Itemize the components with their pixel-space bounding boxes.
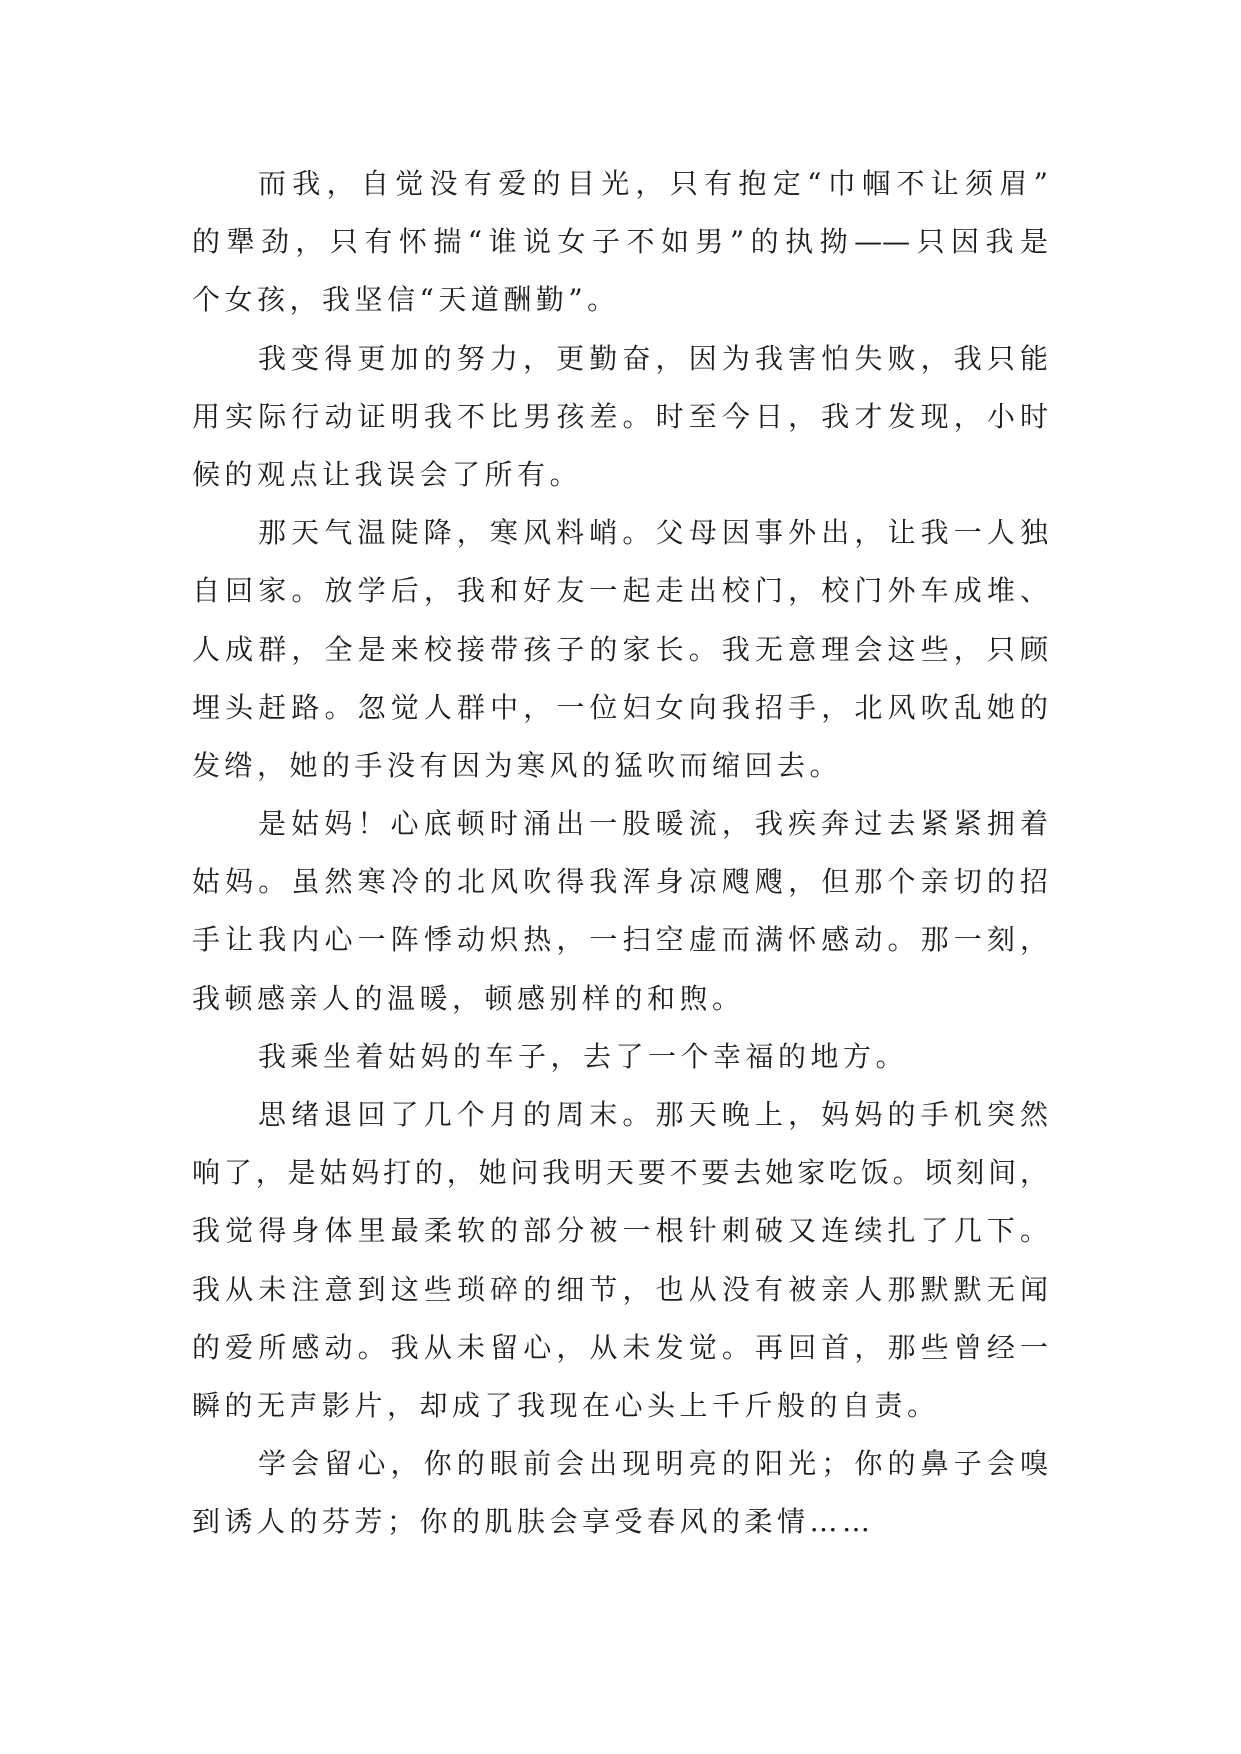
text-line: 学会留心，你的眼前会出现明亮的阳光；你的鼻子会嗅 <box>258 1447 1048 1481</box>
text-line: 人成群，全是来校接带孩子的家长。我无意理会这些，只顾 <box>192 632 1048 666</box>
text-line: 用实际行动证明我不比男孩差。时至今日，我才发现，小时 <box>192 399 1048 433</box>
text-line: 我觉得身体里最柔软的部分被一根针刺破又连续扎了几下。 <box>192 1214 1048 1248</box>
text-line: 发绺，她的手没有因为寒风的猛吹而缩回去。 <box>192 748 843 782</box>
text-line: 我变得更加的努力，更勤奋，因为我害怕失败，我只能 <box>258 341 1048 375</box>
text-line: 思绪退回了几个月的周末。那天晚上，妈妈的手机突然 <box>258 1098 1048 1131</box>
body-text <box>192 155 1048 1552</box>
text-line: 埋头赶路。忽觉人群中，一位妇女向我招手，北风吹乱她的 <box>192 690 1048 724</box>
text-line: 而我，自觉没有爱的目光，只有抱定“巾帼不让须眉” <box>258 167 1048 200</box>
paragraph-1 <box>192 155 1048 330</box>
text-line: 响了，是姑妈打的，她问我明天要不要去她家吃饭。顷刻间， <box>192 1156 1048 1190</box>
paragraph-4 <box>192 795 1048 1028</box>
text-line: 是姑妈！心底顿时涌出一股暖流，我疾奔过去紧紧拥着 <box>258 807 1048 841</box>
paragraph-5 <box>192 1028 1048 1086</box>
paragraph-2 <box>192 330 1048 505</box>
paragraph-6 <box>192 1086 1048 1435</box>
text-line: 手让我内心一阵悸动炽热，一扫空虚而满怀感动。那一刻， <box>192 923 1048 957</box>
text-line: 的爱所感动。我从未留心，从未发觉。再回首，那些曾经一 <box>192 1330 1048 1364</box>
paragraph-3 <box>192 504 1048 795</box>
paragraph-7 <box>192 1435 1048 1551</box>
text-line: 姑妈。虽然寒冷的北风吹得我浑身凉飕飕，但那个亲切的招 <box>192 865 1048 899</box>
text-line: 瞬的无声影片，却成了我现在心头上千斤般的自责。 <box>192 1388 940 1422</box>
text-line: 我顿感亲人的温暖，顿感别样的和煦。 <box>192 981 745 1015</box>
text-line: 那天气温陡降，寒风料峭。父母因事外出，让我一人独 <box>258 516 1048 550</box>
text-line: 到诱人的芬芳；你的肌肤会享受春风的柔情…… <box>192 1505 875 1539</box>
text-line: 我从未注意到这些琐碎的细节，也从没有被亲人那默默无闻 <box>192 1272 1048 1306</box>
text-line: 个女孩，我坚信“天道酬勤”。 <box>192 283 620 317</box>
text-line: 我乘坐着姑妈的车子，去了一个幸福的地方。 <box>258 1039 909 1073</box>
text-line: 自回家。放学后，我和好友一起走出校门，校门外车成堆、 <box>192 574 1048 608</box>
text-line: 的犟劲，只有怀揣“谁说女子不如男”的执拗——只因我是 <box>192 225 1048 259</box>
text-line: 候的观点让我误会了所有。 <box>192 457 583 491</box>
